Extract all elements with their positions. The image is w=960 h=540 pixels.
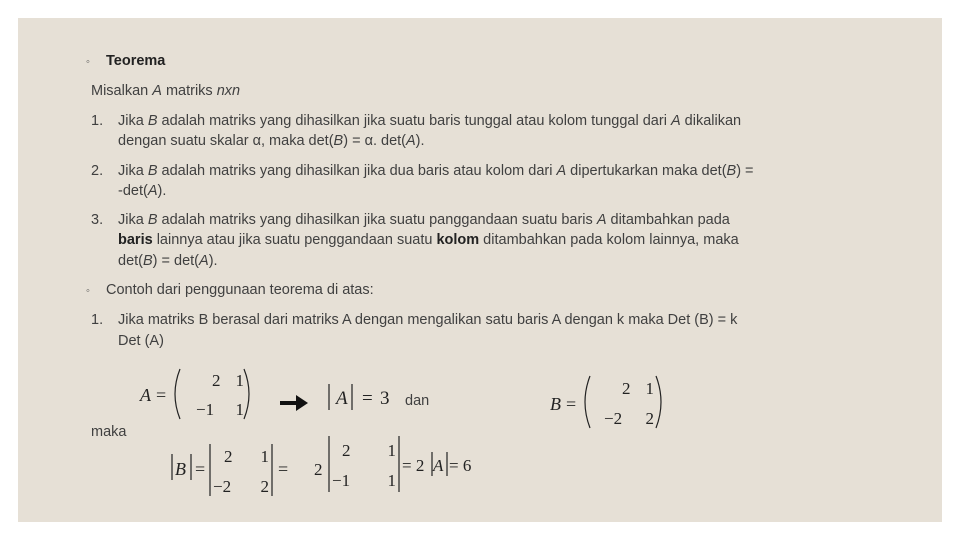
matrix-b-name: B <box>550 394 561 414</box>
matrix-a-name: A <box>140 385 151 405</box>
item3-number: 3. <box>91 212 104 228</box>
det-b-r2c1: −2 <box>213 477 232 496</box>
item1-line2: dengan suatu skalar α, maka det(B) = α. det(A). <box>118 133 425 149</box>
det-b-s2c1: −1 <box>332 471 351 490</box>
matrix-b-r2c2: 2 <box>645 409 654 428</box>
det-b-r1c2: 1 <box>260 447 269 466</box>
det-b-s1c1: 2 <box>342 441 351 460</box>
det-b-name: B <box>175 459 186 479</box>
det-b-s2c2: 1 <box>387 471 396 490</box>
det-b-calculation <box>166 441 472 502</box>
dan-label: dan <box>405 393 430 409</box>
item3-line1: Jika B adalah matriks yang dihasilkan jika suatu panggandaan suatu baris A ditambahkan pada <box>118 212 730 228</box>
det-b-name-a: A <box>433 456 444 475</box>
matrix-b-right-paren <box>656 376 661 428</box>
matrix-a-r2c1: −1 <box>196 400 215 419</box>
det-b-eq1: = <box>195 459 206 479</box>
det-b-s1c2: 1 <box>387 441 396 460</box>
matrix-a-right-paren-wrap <box>242 369 252 427</box>
det-a-name: A <box>336 388 348 409</box>
item3-line3: det(B) = det(A). <box>118 253 218 269</box>
arrow-icon <box>280 394 310 412</box>
example-bullet: ◦ <box>86 285 90 297</box>
matrix-b <box>546 372 662 432</box>
item3-line2: baris lainnya atau jika suatu penggandaan suatu kolom ditambahkan pada kolom lainnya, maka <box>118 232 739 248</box>
slide <box>18 18 942 522</box>
matrix-a-r1c2: 1 <box>235 371 244 390</box>
det-b-factor: 2 <box>314 460 323 479</box>
ex1-number: 1. <box>91 312 104 328</box>
matrix-b-r1c2: 1 <box>645 379 654 398</box>
matrix-a-r1c1: 2 <box>212 371 221 390</box>
item2-number: 2. <box>91 163 104 179</box>
det-a-value: 3 <box>380 388 390 409</box>
maka-label: maka <box>91 424 127 440</box>
det-a <box>324 382 410 414</box>
item2-line2: -det(A). <box>118 183 167 199</box>
matrix-b-r2c1: −2 <box>604 409 623 428</box>
matrix-b-eq: = <box>566 394 577 414</box>
matrix-a-eq: = <box>156 385 167 405</box>
det-b-eq4: = 6 <box>449 456 472 475</box>
det-a-eq: = <box>362 388 373 409</box>
heading-bullet: ◦ <box>86 56 90 68</box>
det-b-eq2: = <box>278 459 289 479</box>
matrix-b-r1c1: 2 <box>622 379 631 398</box>
heading-title: Teorema <box>106 53 166 69</box>
example-title: Contoh dari penggunaan teorema di atas: <box>106 282 374 298</box>
ex1-line2: Det (A) <box>118 333 164 349</box>
det-b-r2c2: 2 <box>260 477 269 496</box>
ex1-line1: Jika matriks B berasal dari matriks A dengan mengalikan satu baris A dengan k maka Det (B) = k <box>118 312 738 328</box>
matrix-a <box>136 365 248 423</box>
item2-line1: Jika B adalah matriks yang dihasilkan jika dua baris atau kolom dari A dipertukarkan maka det(B) = <box>118 163 754 179</box>
det-b-eq3: = 2 <box>402 456 425 475</box>
matrix-a-r2c2: 1 <box>235 400 244 419</box>
item1-line1: Jika B adalah matriks yang dihasilkan jika suatu baris tunggal atau kolom tunggal dari A dikalikan <box>118 113 742 129</box>
matrix-b-left-paren <box>585 376 590 428</box>
item1-number: 1. <box>91 113 104 129</box>
det-b-r1c1: 2 <box>224 447 233 466</box>
matrix-a-left-paren <box>175 369 180 419</box>
intro-text: Misalkan A matriks nxn <box>91 83 241 99</box>
matrix-a-right-paren <box>244 369 249 419</box>
